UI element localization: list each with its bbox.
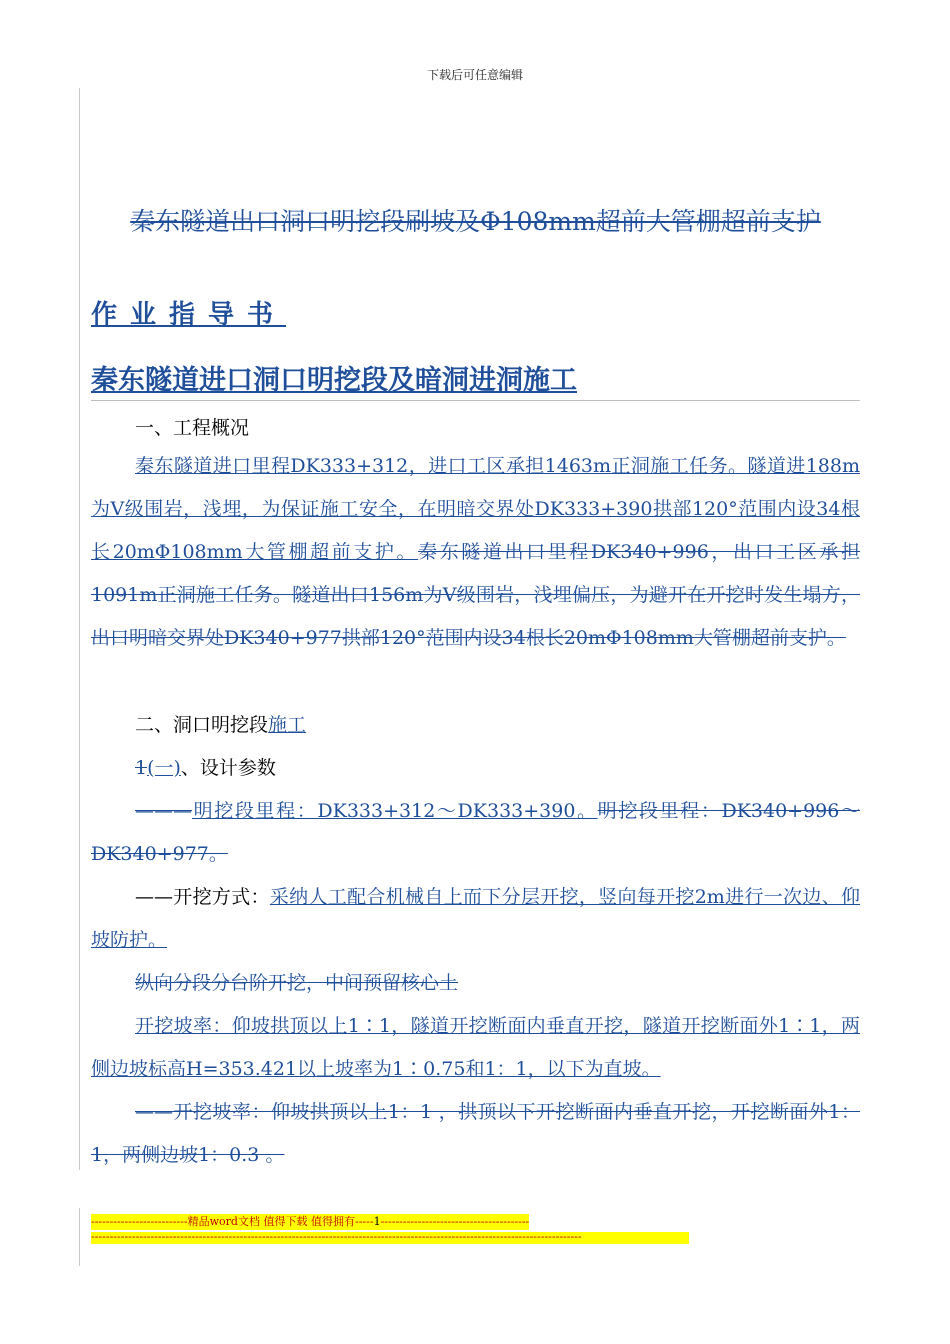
title-deleted-text: 秦东隧道出口洞口明挖段刷坡及Φ108mm超前大管棚超前支护 — [130, 207, 821, 236]
deleted-text: 1 — [135, 757, 148, 779]
inserted-text: 明挖段里程：DK333+312～DK333+390。 — [192, 800, 598, 822]
inserted-text: (一) — [147, 757, 181, 779]
deleted-text: 秦东隧道出口里程DK340+996，出口工区承担1091m正洞施工任务。隧道出口156m为Ⅴ级围岩，浅埋偏压，为避开在开挖时发生塌方，出口明暗交界处DK340+977拱部120°范围内设34根长20mΦ108mm大管棚超前支护。 — [91, 541, 860, 649]
param-slope-ratio — [91, 1005, 860, 1091]
param-staging — [91, 962, 860, 1005]
deleted-text: 明挖段里程：DK340+996～DK340+977。 — [91, 800, 860, 865]
section1-heading: 一、工程概况 — [135, 417, 250, 439]
margin-line-footer — [79, 1208, 80, 1266]
subsection-label: 、设计参数 — [180, 757, 276, 779]
section-heading: 秦东隧道进口洞口明挖段及暗洞进洞施工 — [91, 365, 577, 396]
deleted-dash: ——— — [135, 800, 192, 822]
footer-banner — [91, 1214, 529, 1230]
document-title — [91, 196, 860, 248]
page-number: 1 — [373, 1215, 381, 1228]
section2-heading-prefix: 二、洞口明挖段 — [135, 714, 269, 736]
param-slope-ratio-old — [91, 1091, 860, 1177]
inserted-text: 秦东隧道进口里程DK333+312，进口工区承担1463m正洞施工任务。隧道进188m为Ⅴ级围岩，浅埋，为保证施工安全，在明暗交界处DK333+390拱部120°范围内设34根长20mΦ108mm大管棚超前支护。 — [91, 455, 860, 563]
footer-banner-line2 — [91, 1232, 689, 1244]
inserted-text: 开挖坡率：仰坡拱顶以上1∶1，隧道开挖断面内垂直开挖，隧道开挖断面外1∶1，两侧边坡标高H=353.421以上坡率为1∶0.75和1：1，以下为直坡。 — [91, 1015, 860, 1080]
subsection-heading — [91, 747, 860, 790]
margin-line — [79, 88, 80, 1170]
footer-text: 精品word文档 值得下载 值得拥有 — [187, 1215, 355, 1228]
deleted-text: ——开挖坡率：仰坡拱顶以上1：1 ，拱顶以下开挖断面内垂直开挖，开挖断面外1：1，两侧边坡1：0.3 。 — [91, 1101, 860, 1166]
heading-divider — [91, 400, 860, 401]
footer-dashes: ---------------------------------------- — [380, 1215, 530, 1228]
section2-heading — [91, 704, 860, 747]
page-header: 下载后可任意编辑 — [426, 68, 523, 82]
footer-dashes: ----- — [354, 1215, 374, 1228]
inserted-text: 施工 — [268, 714, 307, 736]
param-mileage — [91, 790, 860, 876]
param-excavation-method — [91, 876, 860, 962]
inserted-text: 采纳人工配合机械自上而下分层开挖，竖向每开挖2m进行一次边、仰坡防护。 — [91, 886, 860, 951]
section1-paragraph — [91, 445, 860, 660]
document-subtitle: 作业指导书 — [91, 300, 287, 330]
deleted-text: 纵向分段分台阶开挖，中间预留核心土 — [135, 972, 459, 994]
footer-dashes: -------------------------- — [91, 1215, 188, 1228]
footer-dashes: ------------------------------------------------------------------------------------------------------------------------------------ — [91, 1232, 582, 1243]
param-label: ——开挖方式： — [135, 886, 270, 908]
